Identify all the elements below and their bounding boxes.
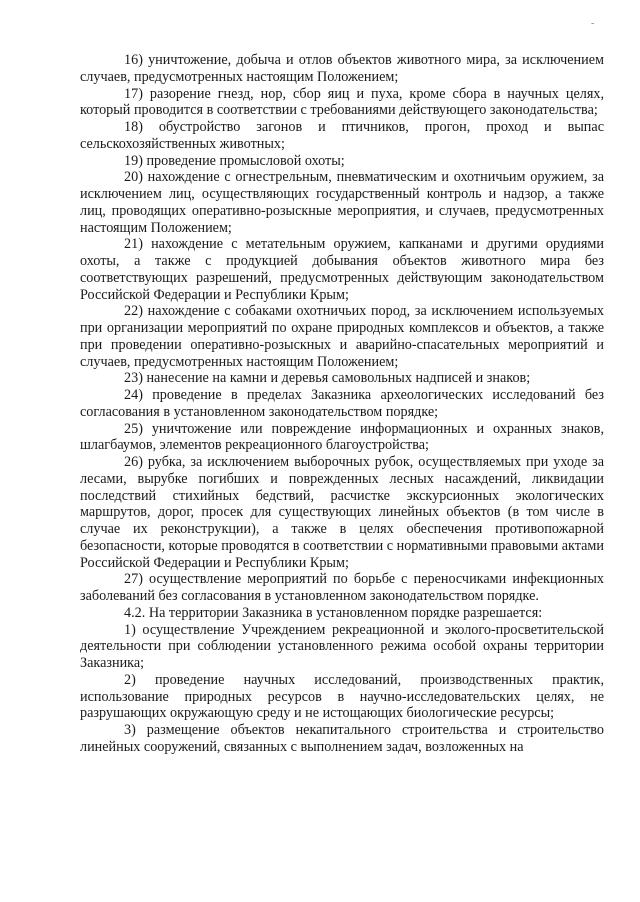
- list-item-22: 22) нахождение с собаками охотничьих пород, за исключением используемых при организации мероприятий по охране природных комплексов и объектов, а также при проведении оперативно-розыскных и аварийно-спасательных мероприятий и случаев, предусмотренных настоящим Положением;: [80, 303, 604, 370]
- list-item-20: 20) нахождение с огнестрельным, пневматическим и охотничьим оружием, за исключением лиц, осуществляющих государственный контроль и надзор, а также лиц, проводящих оперативно-розыскные мероприятия, и случаев, предусмотренных настоящим Положением;: [80, 169, 604, 236]
- allowed-item-2: 2) проведение научных исследований, производственных практик, использование природных ресурсов в научно-исследовательских целях, не разрушающих окружающую среду и не истощающих биологические ресурсы;: [80, 671, 604, 722]
- list-item-26: 26) рубка, за исключением выборочных рубок, осуществляемых при уходе за лесами, вырубке погибших и поврежденных лесных насаждений, ликвидации последствий стихийных бедствий, расчистке экскурсионных экологических маршрутов, дорог, просек для существующих линейных объектов (в том числе в случае их реконструкции), а также в целях обеспечения противопожарной безопасности, которые проводятся в соответствии с нормативными правовыми актами Российской Федерации и Республики Крым;: [80, 454, 604, 571]
- section-heading-4-2: 4.2. На территории Заказника в установленном порядке разрешается:: [124, 604, 543, 621]
- list-item-27: 27) осуществление мероприятий по борьбе с переносчиками инфекционных заболеваний без согласования в установленном законодательством порядке.: [80, 571, 604, 604]
- list-item-25: 25) уничтожение или повреждение информационных и охранных знаков, шлагбаумов, элементов рекреационного благоустройства;: [80, 420, 604, 454]
- list-item-18: 18) обустройство загонов и птичников, прогон, проход и выпас сельскохозяйственных животных;: [80, 119, 604, 152]
- document-page: [80, 52, 604, 756]
- list-item-24: 24) проведение в пределах Заказника археологических исследований без согласования в установленном законодательством порядке;: [80, 387, 604, 420]
- list-item-16: 16) уничтожение, добыча и отлов объектов животного мира, за исключением случаев, предусмотренных настоящим Положением;: [80, 52, 604, 85]
- list-item-21: 21) нахождение с метательным оружием, капканами и другими орудиями охоты, а также с продукцией добывания объектов животного мира без соответствующих разрешений, предусмотренных действующим законодательством Российской Федерации и Республики Крым;: [80, 236, 604, 303]
- allowed-item-3: 3) размещение объектов некапитального строительства и строительство линейных сооружений, связанных с выполнением задач, возложенных на: [80, 722, 604, 755]
- list-item-19: 19) проведение промысловой охоты;: [124, 152, 345, 169]
- list-item-17: 17) разорение гнезд, нор, сбор яиц и пуха, кроме сбора в научных целях, который проводится в соответствии с требованиями действующего законодательства;: [80, 85, 604, 119]
- scan-mark: -: [591, 18, 595, 29]
- allowed-item-1: 1) осуществление Учреждением рекреационной и эколого-просветительской деятельности при соблюдении установленного режима особой охраны территории Заказника;: [80, 621, 604, 671]
- list-item-23: 23) нанесение на камни и деревья самовольных надписей и знаков;: [124, 370, 531, 387]
